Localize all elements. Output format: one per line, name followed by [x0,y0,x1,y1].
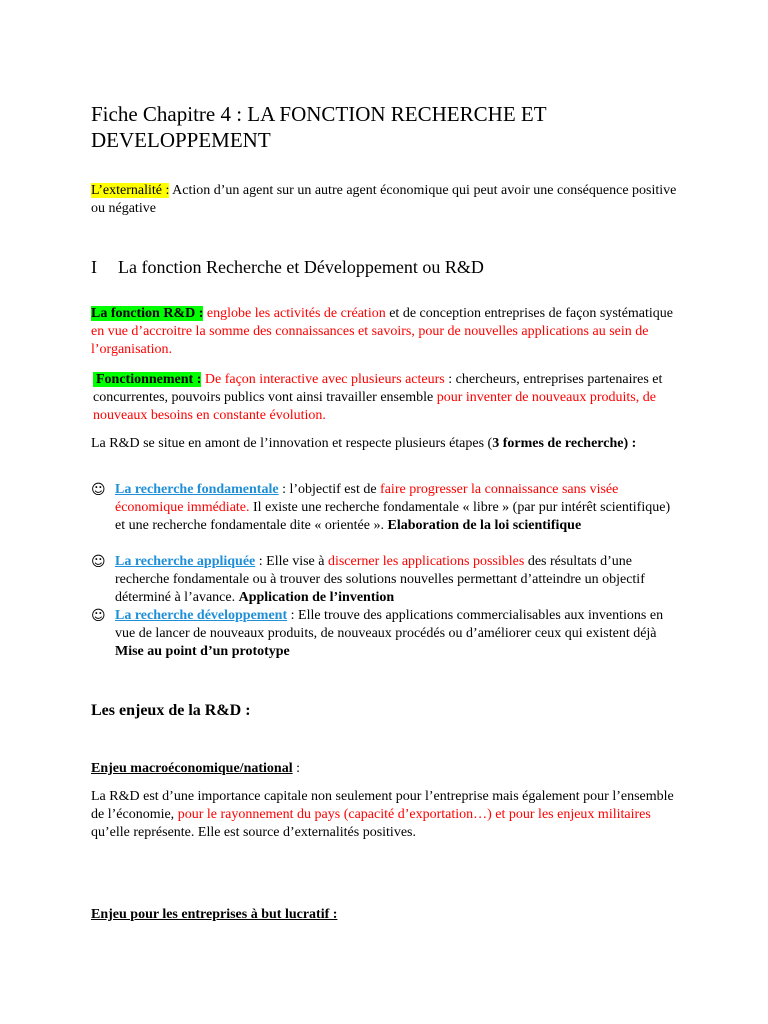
fonctionnement-red-2: pour inventer de nouveaux produits, de nouveaux besoins en constante évolution. [93,390,656,423]
smiley-icon: ☺ [91,554,106,570]
bullet-text: : l’objectif est de [282,482,377,497]
page-title: Fiche Chapitre 4 : LA FONCTION RECHERCHE ET DEVELOPPEMENT [91,102,547,152]
externalite-definition [91,182,681,218]
externalite-text: Action d’un agent sur un autre agent économique qui peut avoir une conséquence positive ou négative [91,183,677,216]
macro-colon: : [292,761,300,776]
link-recherche-appliquee[interactable]: La recherche appliquée [115,554,256,569]
bullet-text: : Elle trouve des applications commercialisables aux inventions en vue de lancer de nouveaux produits, de nouveaux procédés ou d’améliorer ceux qui existent déjà [115,608,664,641]
link-recherche-developpement[interactable]: La recherche développement [115,608,288,623]
amont-paragraph [91,435,681,453]
list-item-text [115,553,681,607]
bullet-text-2: Il existe une recherche fondamentale « libre » (par pur intérêt scientifique) et une recherche fondamentale dite « orientée ». [115,500,671,533]
fonction-black-1: et de conception entreprises de façon systématique [389,306,673,321]
fonction-term: La fonction R&D : [91,306,204,321]
smiley-icon: ☺ [91,608,106,624]
bullet-red-text: discerner les applications possibles [327,554,525,569]
bullet-bold-text: Mise au point d’un prototype [115,644,290,659]
section-number: I [91,257,97,277]
macro-black-1: La R&D est d’une importance capitale non seulement pour l’entreprise mais également pour l’ensemble de l’économie, [91,789,674,822]
bullet-red-text: faire progresser la connaissance sans visée économique immédiate. [115,482,619,515]
macro-paragraph [91,788,681,842]
amont-bold: 3 formes de recherche) : [492,436,637,451]
fonctionnement-paragraph [93,371,683,425]
list-item [91,553,681,607]
fonctionnement-red-1: De façon interactive avec plusieurs acteurs [204,372,445,387]
enjeux-heading: Les enjeux de la R&D : [91,702,251,719]
fonction-red-2: en vue d’accroitre la somme des connaissances et savoirs, pour de nouvelles applications au sein de l’organisation. [91,324,649,357]
smiley-icon: ☺ [91,482,106,498]
fonctionnement-term: Fonctionnement : [93,372,201,387]
list-item [91,607,681,661]
fonction-red-1: englobe les activités de création [206,306,386,321]
externalite-term: L’externalité : [91,183,170,198]
entreprises-title: Enjeu pour les entreprises à but lucratif : [91,907,338,922]
bullet-bold-text: Application de l’invention [238,590,395,605]
macro-title: Enjeu macroéconomique/national [91,761,293,776]
fonction-paragraph [91,305,681,359]
link-recherche-fondamentale[interactable]: La recherche fondamentale [115,482,279,497]
section-title: La fonction Recherche et Développement ou R&D [118,257,484,277]
list-item [91,481,681,535]
fonctionnement-black: : chercheurs, entreprises partenaires et concurrentes, pouvoirs publics vont ainsi travailler ensemble [93,372,663,405]
bullet-bold-text: Elaboration de la loi scientifique [387,518,582,533]
entreprises-heading [91,906,681,924]
macro-red-1: pour le rayonnement du pays (capacité d’exportation…) et pour les enjeux militaires [177,807,651,822]
list-item-text [115,481,681,535]
bullet-text: : Elle vise à [258,554,325,569]
macro-heading [91,760,681,778]
amont-text: La R&D se situe en amont de l’innovation et respecte plusieurs étapes ( [91,436,493,451]
section-heading-1 [91,256,484,278]
macro-black-2: qu’elle représente. Elle est source d’externalités positives. [91,825,416,840]
bullet-text-2: des résultats d’une recherche fondamentale ou à trouver des solutions nouvelles permettant d’atteindre un objectif déterminé à l’avance. [115,554,645,605]
list-item-text [115,607,681,661]
